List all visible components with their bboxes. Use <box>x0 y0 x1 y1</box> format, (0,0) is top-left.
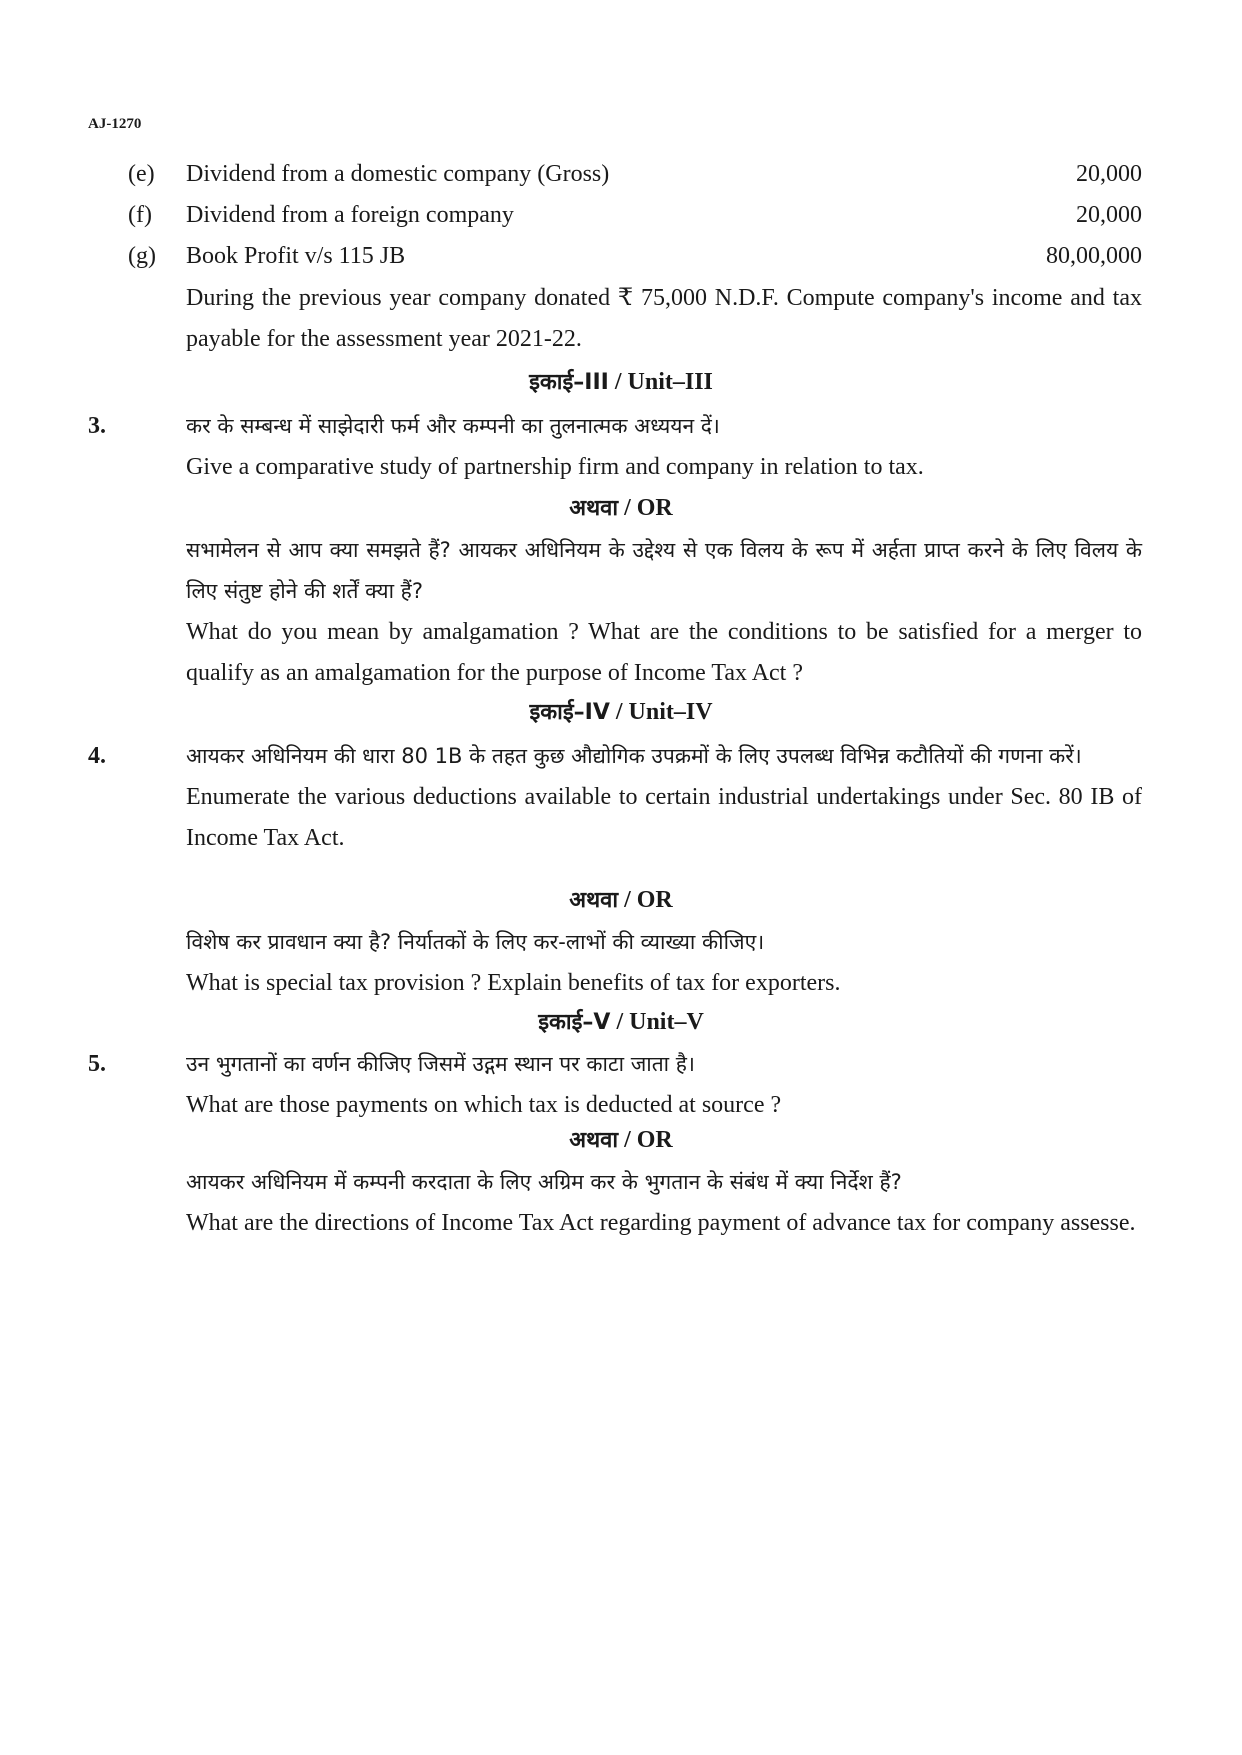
question-number: 3. <box>88 413 106 439</box>
item-text: Dividend from a domestic company (Gross) <box>186 161 610 187</box>
q3-alt-body <box>186 530 1142 694</box>
q5-alt-english: What are the directions of Income Tax Act regarding payment of advance tax for company assesse. <box>186 1210 1136 1236</box>
item-text: Dividend from a foreign company <box>186 202 514 228</box>
unit4-heading: इकाई–IV / Unit–IV <box>529 699 713 725</box>
q5-body <box>186 1044 1142 1126</box>
item-amount: 20,000 <box>1076 202 1142 228</box>
item-label: (g) <box>128 243 156 269</box>
unit5-or: अथवा / OR <box>569 1127 673 1153</box>
q2-note: During the previous year company donated ₹ 75,000 N.D.F. Compute company's income and tax payable for the assessment year 2021-22. <box>186 285 1142 352</box>
unit3-or: अथवा / OR <box>569 495 673 521</box>
q4-body <box>186 736 1142 859</box>
q3-hindi: कर के सम्बन्ध में साझेदारी फर्म और कम्पनी का तुलनात्मक अध्ययन दें। <box>186 414 720 438</box>
q3-alt-hindi: सभामेलन से आप क्या समझते हैं? आयकर अधिनियम के उद्देश्य से एक विलय के रूप में अर्हता प्राप्त करने के लिए विलय के लिए संतुष्ट होने की शर्तें क्या हैं? <box>186 538 1142 603</box>
unit5-heading: इकाई–V / Unit–V <box>538 1009 704 1035</box>
question-number: 5. <box>88 1051 106 1077</box>
q4-alt-english: What is special tax provision ? Explain benefits of tax for exporters. <box>186 970 841 996</box>
unit4-or: अथवा / OR <box>569 887 673 913</box>
page-code: AJ-1270 <box>88 116 142 132</box>
question-number: 4. <box>88 743 106 769</box>
q5-english: What are those payments on which tax is deducted at source ? <box>186 1092 782 1118</box>
item-label: (f) <box>128 202 152 228</box>
q3-body <box>186 406 1142 488</box>
q4-hindi: आयकर अधिनियम की धारा 80 1B के तहत कुछ औद्योगिक उपक्रमों के लिए उपलब्ध विभिन्न कटौतियों की गणना करें। <box>186 744 1082 768</box>
q3-alt-english: What do you mean by amalgamation ? What are the conditions to be satisfied for a merger to qualify as an amalgamation for the purpose of Income Tax Act ? <box>186 619 1142 686</box>
q4-alt-body <box>186 922 1142 1004</box>
q4-english: Enumerate the various deductions available to certain industrial undertakings under Sec. 80 IB of Income Tax Act. <box>186 784 1142 851</box>
q5-alt-body <box>186 1162 1142 1244</box>
q4-alt-hindi: विशेष कर प्रावधान क्या है? निर्यातकों के लिए कर-लाभों की व्याख्या कीजिए। <box>186 930 765 954</box>
item-text: Book Profit v/s 115 JB <box>186 243 406 269</box>
q5-hindi: उन भुगतानों का वर्णन कीजिए जिसमें उद्गम स्थान पर काटा जाता है। <box>186 1052 695 1076</box>
item-amount: 80,00,000 <box>1046 243 1142 269</box>
unit3-heading: इकाई–III / Unit–III <box>529 369 713 395</box>
q3-english: Give a comparative study of partnership firm and company in relation to tax. <box>186 454 924 480</box>
q5-alt-hindi: आयकर अधिनियम में कम्पनी करदाता के लिए अग्रिम कर के भुगतान के संबंध में क्या निर्देश हैं? <box>186 1170 902 1194</box>
item-label: (e) <box>128 161 155 187</box>
item-amount: 20,000 <box>1076 161 1142 187</box>
